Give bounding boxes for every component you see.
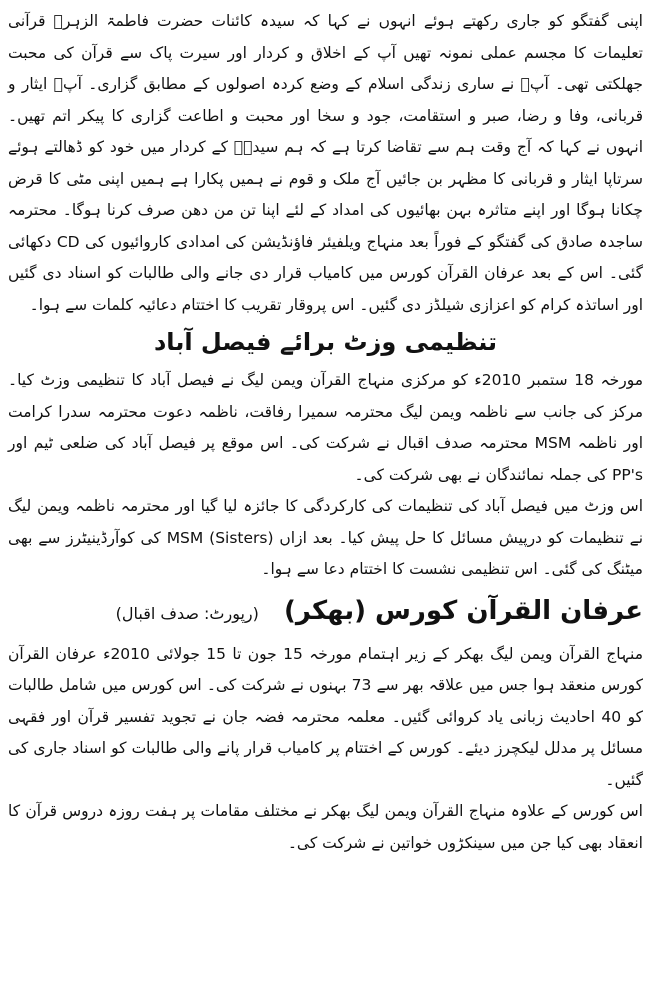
report-byline: (رپورٹ: صدف اقبال) (115, 603, 259, 623)
paragraph-visit-review: اس وزٹ میں فیصل آباد کی تنظیمات کی کارکردگی کا جائزہ لیا گیا اور محترمہ ناظمہ ویمن لیگ نے تنظیمات کو درپیش مسائل کا حل پیش کیا۔ بعد ازاں MSM (Sisters) کی کوآرڈینیٹرز سے بھی میٹنگ کی گئی۔ اس تنظیمی نشست کا اختتام دعا سے ہوا۔ (8, 497, 644, 578)
paragraph-course-details: منہاج القرآن ویمن لیگ بھکر کے زیر اہتمام مورخہ 15 جون تا 15 جولائی 2010ء عرفان القرآن کورس منعقد ہوا جس میں علاقہ بھر سے 73 بہنوں نے شرکت کی۔ اس کورس میں شامل طالبات کو 40 احادیث زبانی یاد کروائی گئیں۔ معلمہ محترمہ فضہ جان نے تجوید تفسیر قرآن اور فقہی مسائل پر مدلل لیکچرز دیئے۔ کورس کے اختتام پر کامیاب قرار پانے والی طالبات کو اسناد جاری کی گئیں۔ (8, 644, 643, 789)
paragraph-closing-ceremony: اپنی گفتگو کو جاری رکھتے ہوئے انہوں نے کہا کہ سیدہ کائنات حضرت فاطمۃ الزہرؑ قرآنی تعلیمات کا مجسم عملی نمونہ تھیں آپ کے اخلاق و کردار اور سیرت پاک سے قرآن کی محبت جھلکتی تھی۔ آپؑ نے ساری زندگی اسلام کے وضع کردہ اصولوں کے مطابق گزاری۔ آپؑ ایثار و قربانی، وفا و رضا، صبر و استقامت، جود و سخا اور محبت و اطاعت گزاری کا پیکر اتم تھیں۔ انہوں نے کہا کہ آج وقت ہم سے تقاضا کرتا ہے کہ ہم سیدہؑ کے کردار میں خود کو ڈھالتے ہوئے سرتاپا ایثار و قربانی کا مظہر بن جائیں آج ملک و قوم نے ہمیں پکارا ہے ہمیں اپنی مٹی کا قرض چکانا ہوگا اور اپنے متاثرہ بہن بھائیوں کی امداد کے لئے اپنا تن من دھن صرف کرنا ہوگا۔ محترمہ ساجدہ صادق کی گفتگو کے فوراً بعد منہاج ویلفیئر فاؤنڈیشن کی امدادی کاروائیوں کی CD دکھائی گئی۔ اس کے بعد عرفان القرآن کورس میں کامیاب قرار دی جانے والی طالبات کو اسناد دی گئیں اور اساتذہ کرام کو اعزازی شیلڈز دی گئیں۔ اس پروقار تقریب کا اختتام دعائیہ کلمات سے ہوا۔ (8, 12, 644, 314)
heading-bhakkar-title: عرفان القرآن کورس (بھکر) (284, 595, 643, 626)
heading-bhakkar-course (8, 592, 643, 633)
paragraph-dars-quran: اس کورس کے علاوہ منہاج القرآن ویمن لیگ بھکر نے مختلف مقامات پر ہفت روزہ دروس قرآن کا انعقاد بھی کیا جن میں سینکڑوں خواتین نے شرکت کی۔ (8, 802, 643, 852)
heading-faisalabad-visit: تنظیمی وزٹ برائے فیصل آباد (153, 328, 498, 356)
paragraph-visit-details: مورخہ 18 ستمبر 2010ء کو مرکزی منہاج القرآن ویمن لیگ نے فیصل آباد کا تنظیمی وزٹ کیا۔ مرکز کی جانب سے ناظمہ ویمن لیگ محترمہ سمیرا رفاقت، ناظمہ دعوت محترمہ سدرا کرامت اور ناظمہ MSM محترمہ صدف اقبال نے شرکت کی۔ اس موقع پر فیصل آباد کی ضلعی ٹیم اور PP's کی جملہ نمائندگان نے بھی شرکت کی۔ (8, 371, 644, 484)
